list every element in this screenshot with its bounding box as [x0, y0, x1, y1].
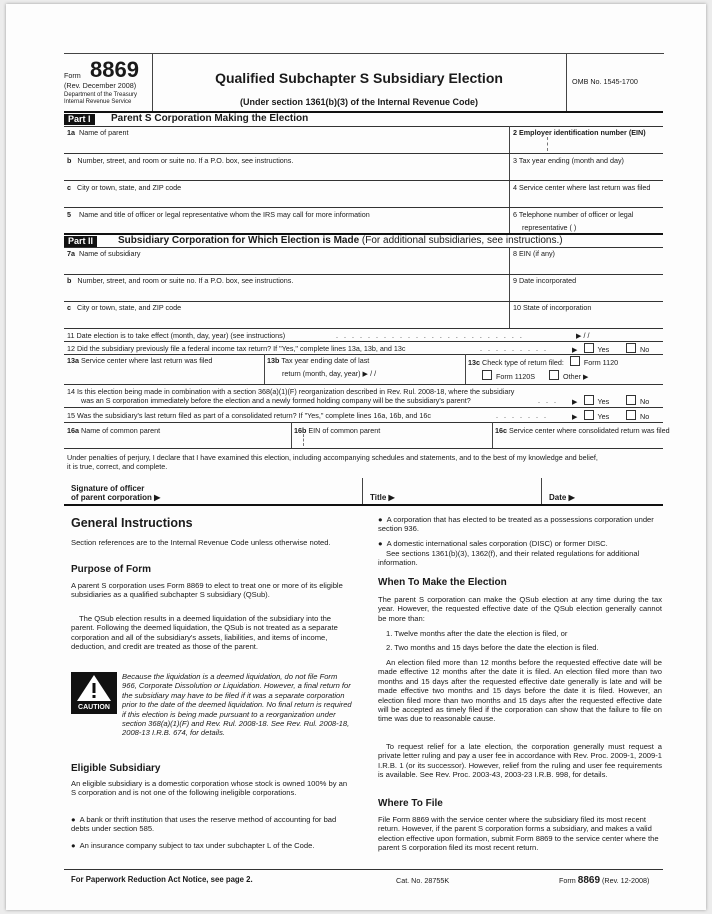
line-13a: 13a Service center where last return was filed: [67, 356, 213, 365]
rule: [64, 180, 663, 181]
perjury-statement-cont: it is true, correct, and complete.: [67, 462, 168, 471]
part1-title: Parent S Corporation Making the Election: [111, 113, 309, 124]
bullet-bank: ● A bank or thrift institution that uses the reserve method of accounting for bad debts under section 585.: [71, 815, 337, 834]
form-number: 8869: [90, 57, 139, 82]
other-checkbox[interactable]: [549, 370, 559, 380]
line-4-service-center: 4 Service center where last return was filed: [513, 183, 651, 192]
line-12: 12 Did the subsidiary previously file a federal income tax return? If "Yes," complete lines 13a, 13b, and 13c: [67, 344, 406, 353]
where-paragraph: File Form 8869 with the service center where the subsidiary filed its most recent return. However, if the parent S corporation forms a subsidiary, and makes a valid election effective upon formation, submit Form 8869 to the service center where the parent S corporation filed its most recent return.: [378, 815, 659, 853]
rule: [64, 407, 663, 408]
part2-title: Subsidiary Corporation for Which Election is Made (For additional subsidiaries, see instructions.): [118, 235, 563, 246]
subsidiary-name-field[interactable]: [66, 258, 506, 271]
part2-col-divider: [509, 247, 510, 328]
parent-name-field[interactable]: [66, 137, 506, 151]
line-12-no-checkbox[interactable]: [626, 343, 636, 353]
rule: [64, 354, 663, 355]
footer-form: Form 8869 (Rev. 12-2008): [559, 875, 650, 886]
col-16c-divider: [492, 422, 493, 448]
catalog-number: Cat. No. 28755K: [396, 876, 450, 885]
line-6-representative: representative ( ): [522, 223, 577, 232]
section-references: Section references are to the Internal Revenue Code unless otherwise noted.: [71, 538, 331, 547]
line-3-tax-year: 3 Tax year ending (month and day): [513, 156, 624, 165]
purpose-heading: Purpose of Form: [71, 564, 152, 575]
leader-dots: . . . . . . . . .: [480, 344, 548, 353]
rule: [64, 448, 663, 449]
line-7a: 7a Name of subsidiary: [67, 249, 141, 258]
line-13b-date[interactable]: return (month, day, year) ▶ / /: [282, 369, 377, 378]
service-center-field[interactable]: [512, 192, 662, 205]
irs-name: Internal Revenue Service: [64, 99, 132, 105]
line-15-yes: ▶ Yes: [572, 412, 610, 421]
line-6-phone: 6 Telephone number of officer or legal: [513, 210, 634, 219]
leader-dots: . . . . . . .: [496, 411, 548, 420]
officer-name-field[interactable]: [66, 219, 506, 232]
line-15-yes-checkbox[interactable]: [584, 410, 594, 420]
paperwork-notice: For Paperwork Reduction Act Notice, see page 2.: [71, 875, 253, 884]
caution-label: CAUTION: [78, 704, 110, 711]
col-16b-divider: [291, 422, 292, 448]
general-instructions-heading: General Instructions: [71, 516, 193, 530]
form-word: Form: [64, 71, 81, 80]
line-11: 11 Date election is to take effect (month, day, year) (see instructions): [67, 331, 286, 340]
subsidiary-city-field[interactable]: [66, 312, 506, 325]
line-14-yes: ▶ Yes: [572, 397, 610, 406]
parent-street-field[interactable]: [66, 165, 506, 178]
line-15-no: No: [620, 410, 649, 421]
common-parent-field[interactable]: [66, 435, 288, 447]
line-2-ein: 2 Employer identification number (EIN): [513, 128, 646, 137]
form-1120-checkbox[interactable]: [570, 356, 580, 366]
subsidiary-ein-field[interactable]: [512, 258, 662, 271]
signature-label-cont: of parent corporation ▶: [71, 493, 161, 502]
phone-field[interactable]: [606, 221, 662, 232]
line-1b: b Number, street, and room or suite no. If a P.O. box, see instructions.: [67, 156, 294, 165]
line-14-yes-checkbox[interactable]: [584, 395, 594, 405]
rule: [64, 274, 663, 275]
rule: [64, 341, 663, 342]
line-8-ein: 8 EIN (if any): [513, 249, 555, 258]
line-16b: 16b EIN of common parent: [294, 426, 381, 435]
line-12-no: No: [620, 343, 649, 354]
where-heading: Where To File: [378, 798, 443, 809]
tax-year-field[interactable]: [512, 165, 662, 178]
eligible-paragraph: An eligible subsidiary is a domestic corporation whose stock is owned 100% by an S corporation and is not one of the following ineligible corporations.: [71, 779, 348, 798]
rule: [64, 384, 663, 385]
line-11-date-slots[interactable]: ▶ / /: [576, 331, 590, 340]
when-paragraph-3: To request relief for a late election, the corporation generally must request a private letter ruling and pay a user fee in accordance with Rev. Proc. 2009-1, 2009-1 I.R.B. 1 (or its successor). However, relief from the ruling and user fee requirements is available. See Rev. Proc. 2003-43, 2003-23 I.R.B. 998, for details.: [378, 742, 662, 780]
eligible-subsidiary-heading: Eligible Subsidiary: [71, 763, 161, 774]
rule: [64, 328, 663, 329]
line-16a: 16a Name of common parent: [67, 426, 161, 435]
date-label: Date ▶: [549, 493, 575, 502]
line-14-cont: was an S corporation immediately before the election and a newly formed holding company will be the subsidiary's parent?: [81, 396, 471, 405]
when-paragraph-1: The parent S corporation can make the QSub election at any time during the tax year. However, the requested effective date of the QSub election generally cannot be more than:: [378, 595, 662, 623]
omb-number: OMB No. 1545-1700: [572, 77, 638, 86]
department: Department of the Treasury: [64, 92, 138, 98]
rule: [64, 153, 663, 154]
bullet-possessions: ● A corporation that has elected to be treated as a possessions corporation under section 936.: [378, 515, 654, 534]
revision-date: (Rev. December 2008): [64, 81, 137, 90]
line-16c: 16c Service center where consolidated return was filed: [495, 426, 670, 435]
purpose-paragraph-2: The QSub election results in a deemed liquidation of the subsidiary into the parent. Following the deemed liquidation, the QSub is not treated as a separate corporation and all of the subsidiary's assets, liabilities, and items of income, deduction, and credit are treated as those of the parent.: [71, 614, 338, 652]
part1-label: Part I: [64, 114, 95, 125]
leader-dots: . . .: [538, 396, 558, 405]
line-1a: 1a Name of parent: [67, 128, 129, 137]
line-7b: b Number, street, and room or suite no. If a P.O. box, see instructions.: [67, 276, 294, 285]
consolidated-service-center-field[interactable]: [495, 435, 662, 447]
bullet-insurance: ● An insurance company subject to tax under subchapter L of the Code.: [71, 841, 315, 850]
signature-label: Signature of officer: [71, 484, 145, 493]
rule: [64, 126, 663, 127]
footer-rule: [64, 869, 663, 870]
subsidiary-street-field[interactable]: [66, 285, 506, 298]
parent-ein-field[interactable]: [512, 137, 662, 151]
when-paragraph-2: An election filed more than 12 months before the requested effective date will be made effective 12 months after the date it is filed. An election filed more than two months and 15 days after the requested effective date generally is late and will be made effective two months and 15 days before the date it is filed. However, an election filed more than two months and 15 days after the requested effective date will be accepted as timely filed if the corporation can show that the failure to file on time was due to reasonable cause.: [378, 658, 662, 724]
line-10-state: 10 State of incorporation: [513, 303, 592, 312]
when-heading: When To Make the Election: [378, 577, 507, 588]
form-page: [6, 4, 706, 910]
state-field[interactable]: [512, 312, 662, 325]
line-7c: c City or town, state, and ZIP code: [67, 303, 182, 312]
purpose-paragraph-1: A parent S corporation uses Form 8869 to elect to treat one or more of its eligible subsidiaries as a qualified subchapter S subsidiary (QSub).: [71, 581, 343, 600]
common-parent-ein-field[interactable]: [294, 435, 489, 447]
part2-label: Part II: [64, 236, 97, 247]
rule: [64, 301, 663, 302]
rule: [64, 247, 663, 248]
line-12-yes-checkbox[interactable]: [584, 343, 594, 353]
rule: [64, 422, 663, 423]
line-14-no-checkbox[interactable]: [626, 395, 636, 405]
form-subtitle: (Under section 1361(b)(3) of the Internal Revenue Code): [239, 97, 479, 107]
header-divider-right: [566, 54, 567, 111]
rule: [64, 207, 663, 208]
line-13a-field[interactable]: [66, 366, 262, 382]
form-title: Qualified Subchapter S Subsidiary Election: [215, 70, 503, 86]
title-label: Title ▶: [370, 493, 395, 502]
line-14: 14 Is this election being made in combination with a section 368(a)(1)(F) reorganization described in Rev. Rul. 2008-18, where the subsidiary: [67, 387, 515, 396]
when-item-2: 2. Two months and 15 days before the date the election is filed.: [386, 643, 599, 652]
bullet-disc-cont: See sections 1361(b)(3), 1362(f), and their related regulations for additional information.: [378, 549, 640, 568]
col-13c-divider: [465, 354, 466, 384]
parent-city-field[interactable]: [66, 192, 506, 205]
line-14-no: No: [620, 395, 649, 406]
line-13c-options: Form 1120S Other ▶: [476, 370, 589, 381]
signature-divider: [362, 478, 363, 504]
date-incorporated-field[interactable]: [512, 285, 662, 298]
perjury-statement: Under penalties of perjury, I declare that I have examined this election, including accompanying schedules and statements, and to the best of my knowledge and belief,: [67, 453, 598, 462]
line-15-no-checkbox[interactable]: [626, 410, 636, 420]
line-9-date-incorporated: 9 Date incorporated: [513, 276, 577, 285]
bullet-disc: ● A domestic international sales corporation (DISC) or former DISC.: [378, 539, 608, 548]
line-13b: 13b Tax year ending date of last: [267, 356, 370, 365]
line-5: 5 Name and title of officer or legal representative whom the IRS may call for more information: [67, 210, 370, 219]
form-1120s-checkbox[interactable]: [482, 370, 492, 380]
when-item-1: 1. Twelve months after the date the election is filed, or: [386, 629, 568, 638]
caution-text: Because the liquidation is a deemed liquidation, do not file Form 966, Corporate Dissolution or Liquidation. However, a final return for the subsidiary may have to be filed if it was a separate corporation prior to the date of the deemed liquidation. No final return is required if this election is being made pursuant to a reorganization under section 368(a)(1)(F) and Rev. Rul. 2008-18. See Rev. Rul. 2008-18, 2008-13 I.R.B. 674, for details.: [122, 672, 352, 738]
top-rule: [64, 53, 664, 54]
line-13c: 13c Check type of return filed: Form 1120: [468, 358, 619, 367]
line-1c: c City or town, state, and ZIP code: [67, 183, 182, 192]
signature-bottom-rule: [64, 504, 663, 506]
line-15: 15 Was the subsidiary's last return filed as part of a consolidated return? If "Yes," complete lines 16a, 16b, and 16c: [67, 411, 431, 420]
date-divider: [541, 478, 542, 504]
caution-icon: [71, 672, 117, 714]
line-12-yes: ▶ Yes: [572, 345, 610, 354]
leader-dots: . . . . . . . . . . . . . . . . . . . . . . . .: [336, 331, 524, 340]
col-13b-divider: [264, 354, 265, 384]
